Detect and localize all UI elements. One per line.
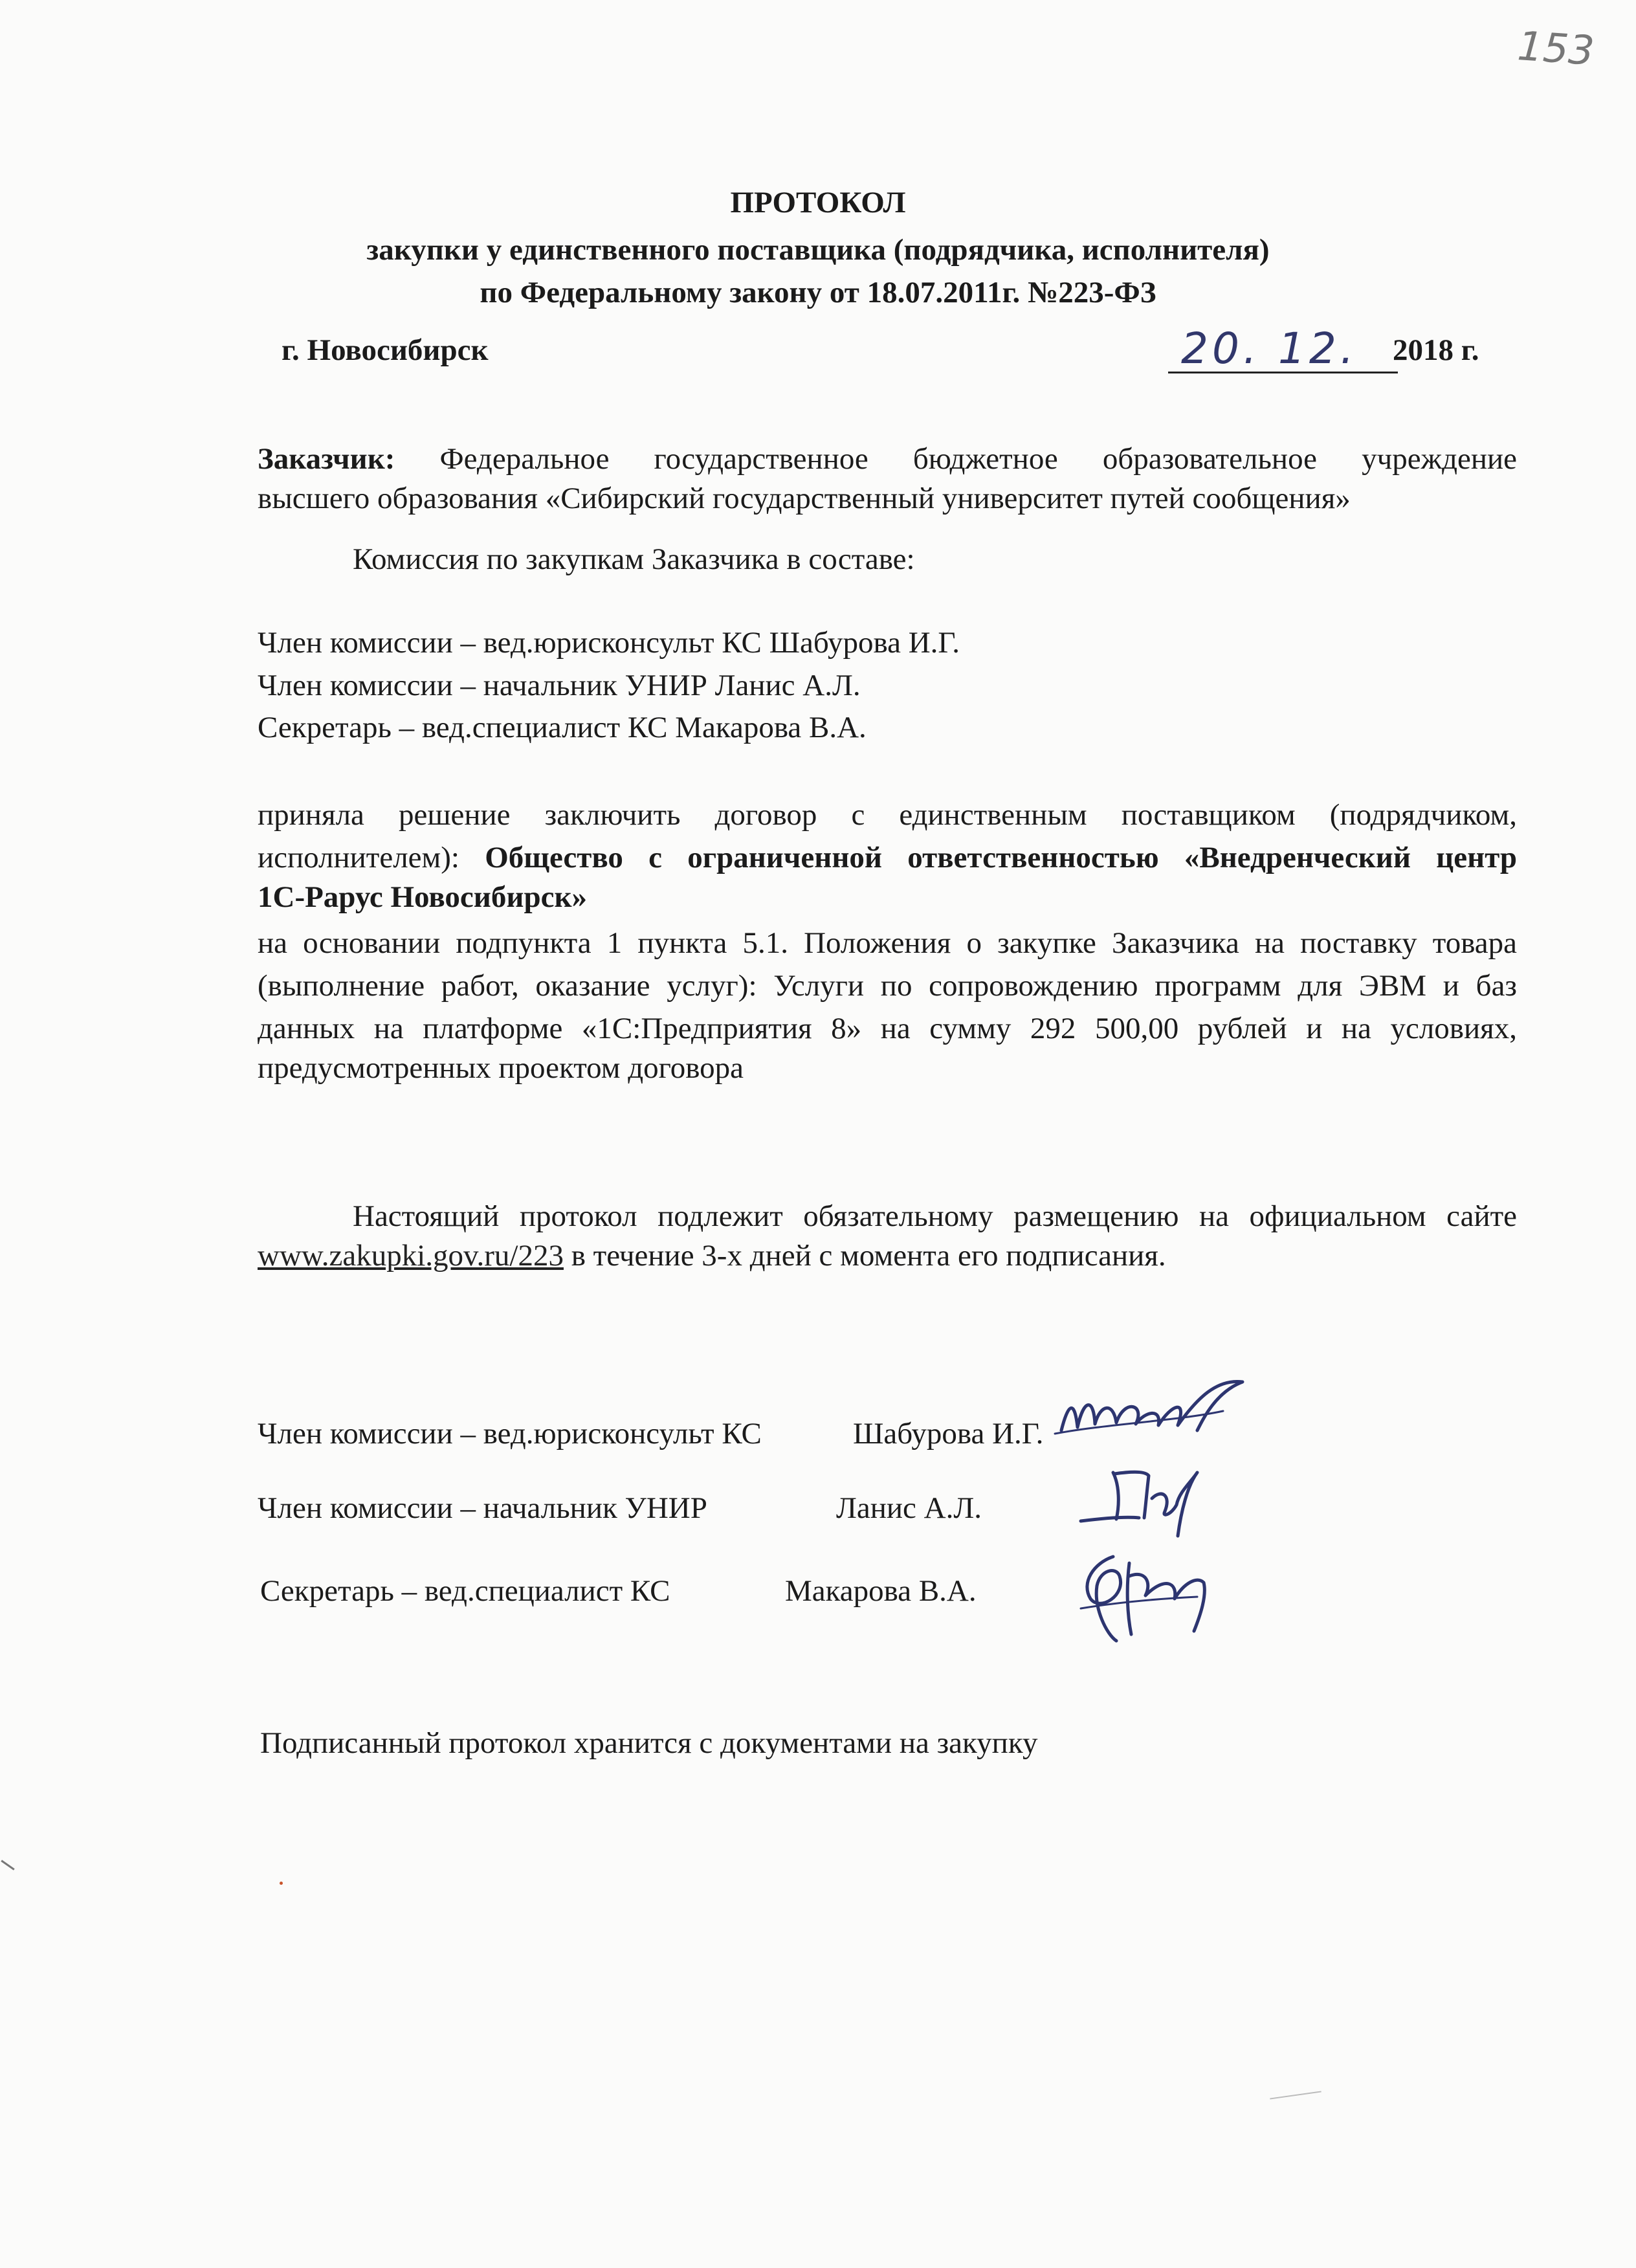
signature-3-name: Макарова В.А. [785,1574,977,1608]
supplier-name-part-2: 1С-Рарус Новосибирск» [258,880,588,914]
commission-intro: Комиссия по закупкам Заказчика в составе: [353,542,915,576]
page-number: 153 [1516,21,1596,75]
document-subtitle-2: по Федеральному закону от 18.07.2011г. №223-ФЗ [480,276,1156,309]
scan-mark-left [1,1860,14,1870]
scan-smudge [1270,2091,1321,2099]
signature-makarova-image [1055,1537,1249,1647]
signature-1-name: Шабурова И.Г. [853,1417,1044,1451]
basis-line-1: на основании подпункта 1 пункта 5.1. Положения о закупке Заказчика на поставку товара [258,926,1517,960]
signature-2-position: Член комиссии – начальник УНИР [258,1491,707,1525]
signature-lanis-image [1068,1460,1217,1544]
signature-shaburova-image [1048,1372,1262,1450]
member-3: Секретарь – вед.специалист КС Макарова В.А. [258,711,867,744]
publication-line-2 [258,1238,1166,1274]
document-subtitle-1: закупки у единственного поставщика (подрядчика, исполнителя) [366,233,1270,267]
signature-2-name: Ланис А.Л. [836,1491,982,1525]
publication-line-1: Настоящий протокол подлежит обязательному размещению на официальном сайте [353,1199,1517,1233]
decision-line-2 [258,836,1517,879]
footer-note: Подписанный протокол хранится с документами на закупку [260,1726,1038,1760]
scan-dot [280,1882,283,1885]
basis-line-2: (выполнение работ, оказание услуг): Услуги по сопровождению программ для ЭВМ и баз [258,969,1517,1003]
basis-line-3: данных на платформе «1С:Предприятия 8» на сумму 292 500,00 рублей и на условиях, [258,1012,1517,1045]
signature-3-position: Секретарь – вед.специалист КС [260,1574,670,1608]
customer-line-2: высшего образования «Сибирский государственный университет путей сообщения» [258,482,1351,515]
basis-line-4: предусмотренных проектом договора [258,1051,744,1085]
document-title: ПРОТОКОЛ [730,186,906,219]
decision-line-1: приняла решение заключить договор с единственным поставщиком (подрядчиком, [258,798,1517,832]
customer-line-1 [258,438,1517,480]
date-year: 2018 г. [1393,333,1479,367]
city: г. Новосибирск [282,333,489,367]
member-1: Член комиссии – вед.юрисконсульт КС Шабурова И.Г. [258,626,960,660]
member-2: Член комиссии – начальник УНИР Ланис А.Л. [258,669,861,702]
date-handwritten: 20. 12. [1181,324,1358,373]
publication-rest: в течение 3-х дней с момента его подписания. [563,1239,1166,1273]
customer-text-1: Федеральное государственное бюджетное образовательное учреждение [439,442,1518,476]
supplier-name-part-1: Общество с ограниченной ответственностью «Внедренческий центр [485,841,1517,874]
zakupki-link[interactable]: www.zakupki.gov.ru/223 [258,1239,564,1273]
customer-label: Заказчик: [258,442,395,476]
decision-normal: исполнителем): [258,841,459,874]
decision-line-3 [258,879,587,915]
signature-1-position: Член комиссии – вед.юрисконсульт КС [258,1417,762,1451]
